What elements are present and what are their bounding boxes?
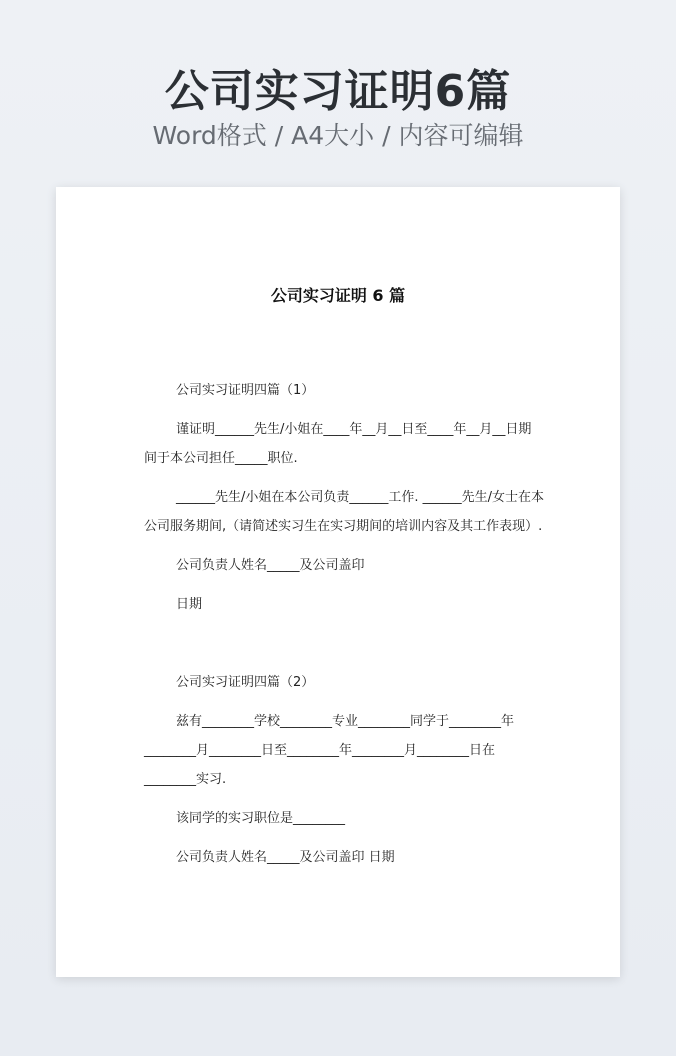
section2-heading: 公司实习证明四篇（2）	[176, 675, 315, 690]
section2-line4: 该同学的实习职位是________	[176, 811, 346, 826]
hero-title: 公司实习证明6篇	[164, 66, 512, 117]
section2-line5: 公司负责人姓名_____及公司盖印 日期	[176, 850, 395, 865]
section1-heading: 公司实习证明四篇（1）	[176, 383, 315, 398]
section1-line4: 公司服务期间,（请简述实习生在实习期间的培训内容及其工作表现）.	[144, 519, 543, 534]
section1-line5: 公司负责人姓名_____及公司盖印	[176, 558, 365, 573]
section1-line1: 谨证明______先生/小姐在____年__月__日至____年__月__日期	[176, 422, 532, 437]
hero-subtitle: Word格式 / A4大小 / 内容可编辑	[152, 121, 524, 150]
section1-line2: 间于本公司担任_____职位.	[144, 451, 298, 466]
section2-line2: ________月________日至________年________月________日在	[144, 743, 496, 758]
document-title: 公司实习证明 6 篇	[270, 286, 406, 305]
document-page	[56, 187, 620, 977]
section1-line6: 日期	[176, 597, 203, 612]
section1-line3: ______先生/小姐在本公司负责______工作. ______先生/女士在本	[176, 490, 545, 505]
hero-banner	[0, 0, 676, 180]
section2-line3: ________实习.	[144, 772, 227, 787]
section2-line1: 兹有________学校________专业________同学于________年	[176, 714, 515, 729]
